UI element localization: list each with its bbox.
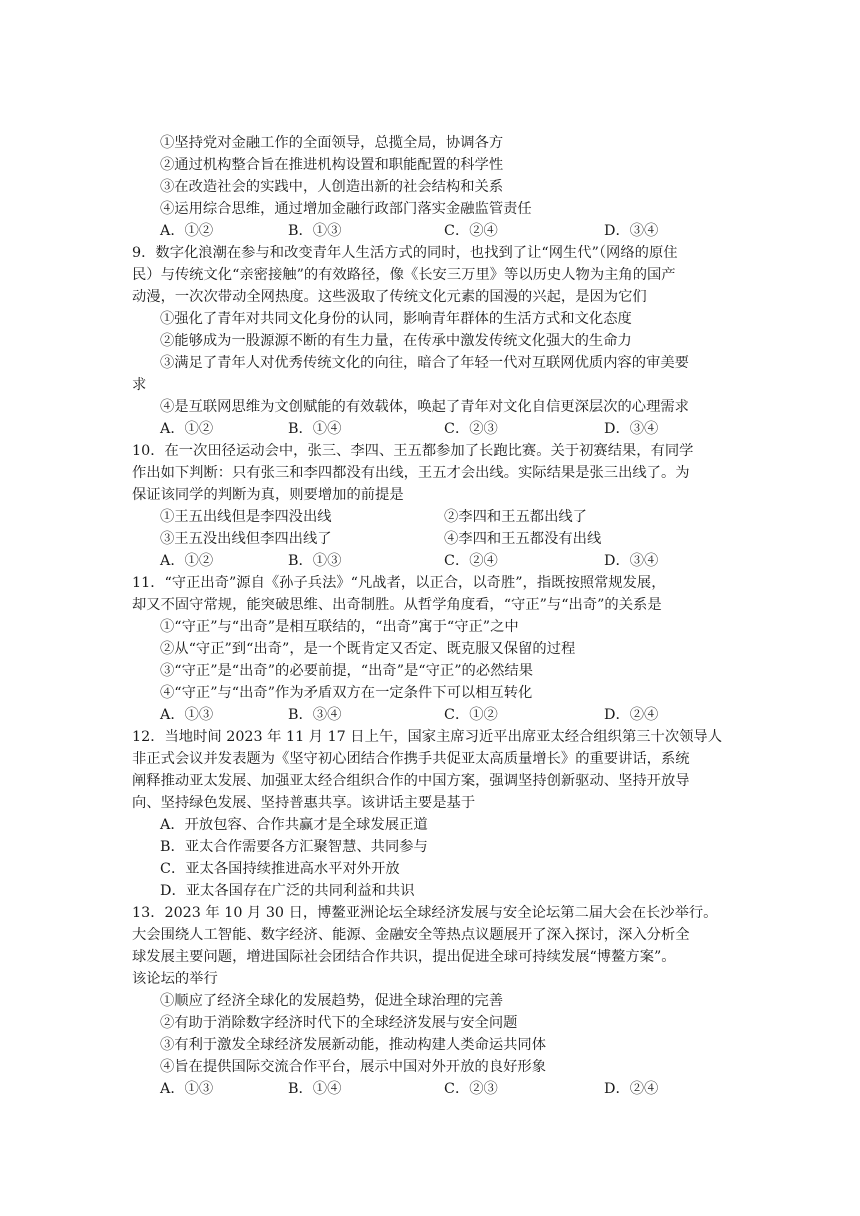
q8-item-4: ④运用综合思维，通过增加金融行政部门落实金融监管责任 xyxy=(160,201,532,217)
q9-item-2: ②能够成为一股源源不断的有生力量，在传承中激发传统文化强大的生命力 xyxy=(160,333,632,349)
q12-option-b: B．亚太合作需要各方汇聚智慧、共同参与 xyxy=(160,839,428,855)
q12-stem-line-3: 阐释推动亚太发展、加强亚太经合组织合作的中国方案，强调坚持创新驱动、坚持开放导 xyxy=(132,773,690,789)
q11-item-4: ④“守正”与“出奇”作为矛盾双方在一定条件下可以相互转化 xyxy=(160,685,533,701)
q11-item-2: ②从“守正”到“出奇”，是一个既肯定又否定、既克服又保留的过程 xyxy=(160,641,576,657)
q13-option-a: A．①③ xyxy=(160,1081,214,1097)
q13-item-3: ③有利于激发全球经济发展新动能，推动构建人类命运共同体 xyxy=(160,1037,547,1053)
q13-item-1: ①顺应了经济全球化的发展趋势，促进全球治理的完善 xyxy=(160,993,504,1009)
q12-option-a: A．开放包容、合作共赢才是全球发展正道 xyxy=(160,817,428,833)
q9-item-1: ①强化了青年对共同文化身份的认同，影响青年群体的生活方式和文化态度 xyxy=(160,311,632,327)
q13-stem-line-2: 大会围绕人工智能、数字经济、能源、金融安全等热点议题展开了深入探讨，深入分析全 xyxy=(132,927,690,943)
q13-stem-line-1: 13．2023 年 10 月 30 日，博鳌亚洲论坛全球经济发展与安全论坛第二届大会在长沙举行。 xyxy=(132,905,718,921)
q11-option-d: D．②④ xyxy=(604,707,659,723)
q10-option-d: D．③④ xyxy=(604,553,659,569)
q13-item-4: ④旨在提供国际交流合作平台，展示中国对外开放的良好形象 xyxy=(160,1059,547,1075)
q8-option-b: B．①③ xyxy=(288,223,342,239)
q11-stem-line-2: 却又不固守常规，能突破思维、出奇制胜。从哲学角度看，“守正”与“出奇”的关系是 xyxy=(132,597,662,613)
q13-item-2: ②有助于消除数字经济时代下的全球经济发展与安全问题 xyxy=(160,1015,518,1031)
q11-option-c: C．①② xyxy=(444,707,498,723)
q8-item-1: ①坚持党对金融工作的全面领导，总揽全局，协调各方 xyxy=(160,135,504,151)
q11-item-1: ①“守正”与“出奇”是相互联结的，“出奇”寓于“守正”之中 xyxy=(160,619,519,635)
q9-option-a: A．①② xyxy=(160,421,214,437)
q8-option-a: A．①② xyxy=(160,223,214,239)
q9-item-4: ④是互联网思维为文创赋能的有效载体，唤起了青年对文化自信更深层次的心理需求 xyxy=(160,399,689,415)
q10-option-b: B．①③ xyxy=(288,553,342,569)
q10-item-1: ①王五出线但是李四没出线 xyxy=(160,509,332,525)
q11-item-3: ③“守正”是“出奇”的必要前提，“出奇”是“守正”的必然结果 xyxy=(160,663,534,679)
q10-option-c: C．②④ xyxy=(444,553,498,569)
q10-item-4: ④李四和王五都没有出线 xyxy=(444,531,602,547)
q10-item-3: ③王五没出线但李四出线了 xyxy=(160,531,332,547)
q13-stem-line-3: 球发展主要问题，增进国际社会团结合作共识，提出促进全球可持续发展“博鳌方案”。 xyxy=(132,949,676,965)
q11-stem-line-1: 11．“守正出奇”源自《孙子兵法》“凡战者，以正合，以奇胜”，指既按照常规发展， xyxy=(132,575,666,591)
q9-stem-line-3: 动漫，一次次带动全网热度。这些汲取了传统文化元素的国漫的兴起，是因为它们 xyxy=(132,289,647,305)
q12-stem-line-2: 非正式会议并发表题为《坚守初心团结合作携手共促亚太高质量增长》的重要讲话，系统 xyxy=(132,751,690,767)
q11-option-b: B．③④ xyxy=(288,707,342,723)
q10-stem-line-1: 10．在一次田径运动会中，张三、李四、王五都参加了长跑比赛。关于初赛结果，有同学 xyxy=(132,443,694,459)
q8-option-d: D．③④ xyxy=(604,223,659,239)
q9-option-d: D．③④ xyxy=(604,421,659,437)
q9-option-b: B．①④ xyxy=(288,421,342,437)
q12-stem-line-4: 向、坚持绿色发展、坚持普惠共享。该讲话主要是基于 xyxy=(132,795,476,811)
q12-stem-line-1: 12．当地时间 2023 年 11 月 17 日上午，国家主席习近平出席亚太经合组织第三十次领导人 xyxy=(132,729,723,745)
q10-item-2: ②李四和王五都出线了 xyxy=(444,509,587,525)
q13-option-b: B．①④ xyxy=(288,1081,342,1097)
q13-option-c: C．②③ xyxy=(444,1081,498,1097)
q13-stem-line-4: 该论坛的举行 xyxy=(132,971,218,987)
q9-item-3: ③满足了青年人对优秀传统文化的向往，暗合了年轻一代对互联网优质内容的审美要 xyxy=(160,355,689,371)
q8-option-c: C．②④ xyxy=(444,223,498,239)
q9-stem-line-2: 民）与传统文化“亲密接触”的有效路径，像《长安三万里》等以历史人物为主角的国产 xyxy=(132,267,676,283)
q11-option-a: A．①③ xyxy=(160,707,214,723)
q8-item-2: ②通过机构整合旨在推进机构设置和职能配置的科学性 xyxy=(160,157,504,173)
q12-option-c: C．亚太各国持续推进高水平对外开放 xyxy=(160,861,400,877)
q9-stem-line-1: 9．数字化浪潮在参与和改变青年人生活方式的同时，也找到了让“网生代”（网络的原住 xyxy=(132,245,678,261)
q10-stem-line-2: 作出如下判断：只有张三和李四都没有出线，王五才会出线。实际结果是张三出线了。为 xyxy=(132,465,690,481)
q8-item-3: ③在改造社会的实践中，人创造出新的社会结构和关系 xyxy=(160,179,504,195)
q9-item-3-cont: 求 xyxy=(132,377,147,393)
q9-option-c: C．②③ xyxy=(444,421,498,437)
q10-option-a: A．①② xyxy=(160,553,214,569)
q10-stem-line-3: 保证该同学的判断为真，则要增加的前提是 xyxy=(132,487,404,503)
q13-option-d: D．②④ xyxy=(604,1081,659,1097)
q12-option-d: D．亚太各国存在广泛的共同利益和共识 xyxy=(160,883,415,899)
